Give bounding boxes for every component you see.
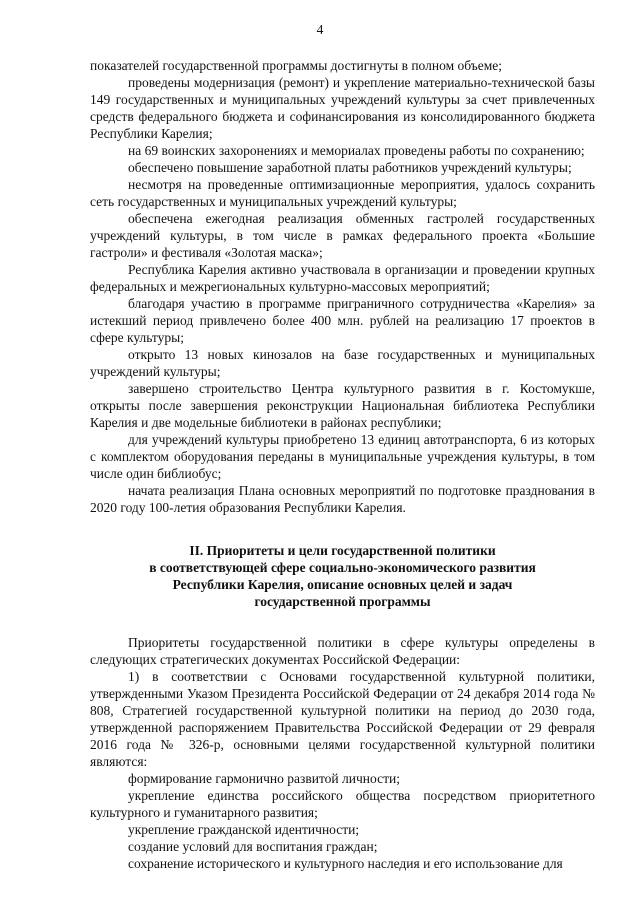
paragraph: показателей государственной программы достигнуты в полном объеме; xyxy=(90,58,503,73)
paragraph: Республика Карелия активно участвовала в организации и проведении крупных федеральных и межрегиональных культурно-массовых мероприятий; xyxy=(90,262,595,294)
paragraph: проведены модернизация (ремонт) и укрепление материально-технической базы 149 государственных и муниципальных учреждений культуры за счет привлеченных средств федерального бюджета и софинансирования из консолидированного бюджета Республики Карелия; xyxy=(90,75,595,141)
paragraph: обеспечена ежегодная реализация обменных гастролей государственных учреждений культуры, в том числе в рамках федерального проекта «Большие гастроли» и фестиваля «Золотая маска»; xyxy=(90,211,595,260)
paragraph: несмотря на проведенные оптимизационные мероприятия, удалось сохранить сеть государственных и муниципальных учреждений культуры; xyxy=(90,177,595,209)
paragraphs-before xyxy=(90,57,595,516)
paragraph: 1) в соответствии с Основами государственной культурной политики, утвержденными Указом Президента Российской Федерации от 24 декабря 2014 года № 808, Стратегией государственной культурной политики на период до 2030 года, утвержденной распоряжением Правительства Российской Федерации от 29 февраля 2016 года № 326-р, основными целями государственной культурной политики являются: xyxy=(90,669,595,769)
paragraph: создание условий для воспитания граждан; xyxy=(128,839,378,854)
paragraph: обеспечено повышение заработной платы работников учреждений культуры; xyxy=(128,160,572,175)
paragraph: Приоритеты государственной политики в сфере культуры определены в следующих стратегических документах Российской Федерации: xyxy=(90,635,595,667)
paragraph: формирование гармонично развитой личности; xyxy=(128,771,400,786)
section-heading-line: II. Приоритеты и цели государственной политики xyxy=(189,543,496,558)
section-heading-line: Республики Карелия, описание основных целей и задач xyxy=(172,577,513,592)
paragraph: открыто 13 новых кинозалов на базе государственных и муниципальных учреждений культуры; xyxy=(90,347,595,379)
section-heading-line: государственной программы xyxy=(254,594,431,609)
paragraphs-after xyxy=(90,634,595,872)
paragraph: завершено строительство Центра культурного развития в г. Костомукше, открыты после завершения реконструкции Национальная библиотека Республики Карелия и две модельные библиотеки в районах республики; xyxy=(90,381,595,430)
paragraph: для учреждений культуры приобретено 13 единиц автотранспорта, 6 из которых с комплектом оборудования переданы в муниципальные учреждения культуры, в том числе один библиобус; xyxy=(90,432,595,481)
section-heading xyxy=(90,542,595,610)
document-body xyxy=(90,57,595,872)
section-heading-line: в соответствующей сфере социально-экономического развития xyxy=(149,560,536,575)
paragraph: начата реализация Плана основных мероприятий по подготовке празднования в 2020 году 100-летия образования Республики Карелия. xyxy=(90,483,595,515)
paragraph: укрепление единства российского общества посредством приоритетного культурного и гуманитарного развития; xyxy=(90,788,595,820)
paragraph: благодаря участию в программе приграничного сотрудничества «Карелия» за истекший период привлечено более 400 млн. рублей на реализацию 17 проектов в сфере культуры; xyxy=(90,296,595,345)
page-number: 4 xyxy=(316,22,324,37)
paragraph: укрепление гражданской идентичности; xyxy=(128,822,360,837)
paragraph: сохранение исторического и культурного наследия и его использование для xyxy=(128,856,563,871)
paragraph: на 69 воинских захоронениях и мемориалах проведены работы по сохранению; xyxy=(128,143,585,158)
